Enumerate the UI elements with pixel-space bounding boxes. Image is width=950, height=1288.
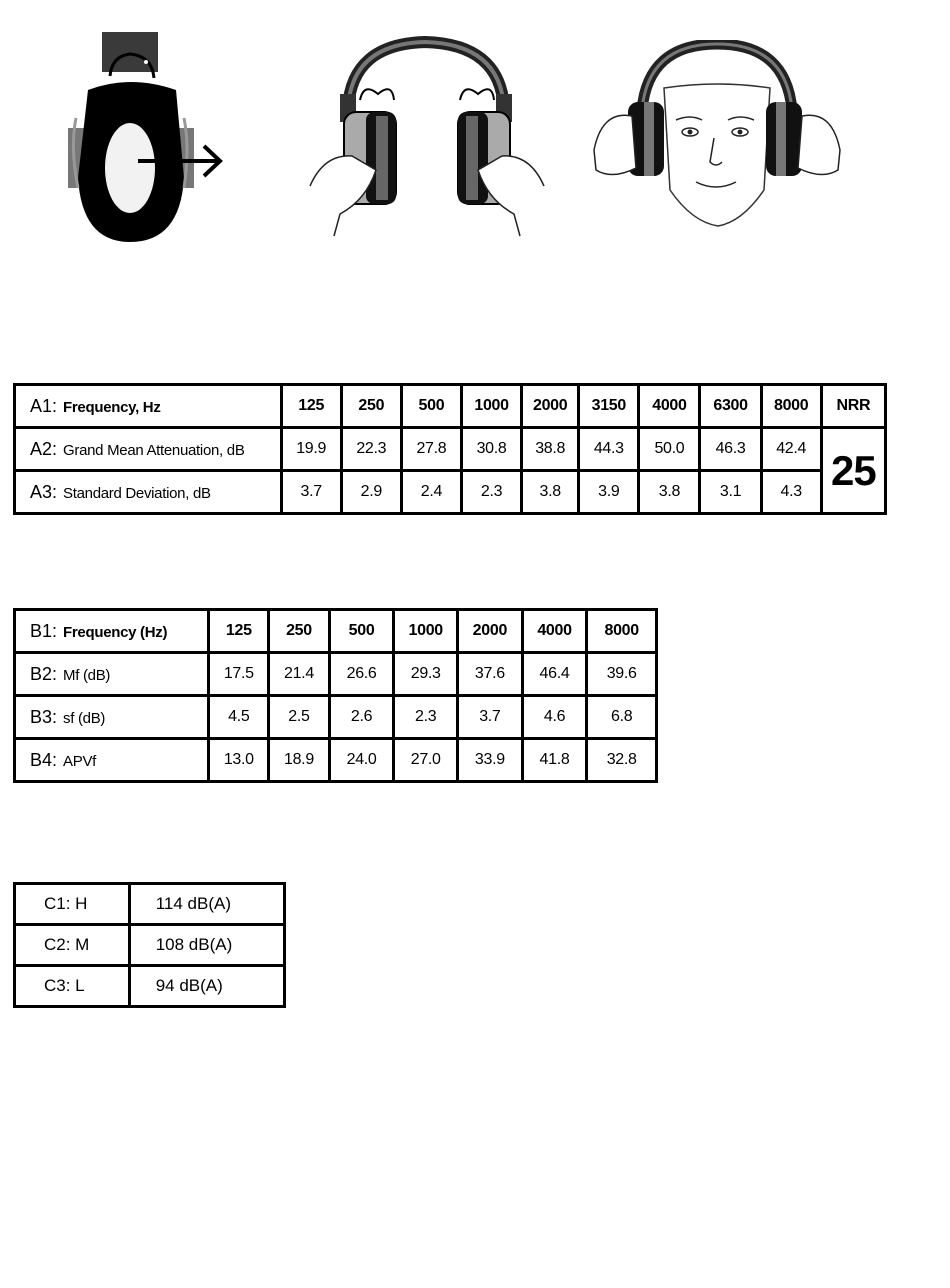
table-b-header-label-cell xyxy=(15,610,209,653)
hml-value-cell: 94 dB(A) xyxy=(129,966,284,1007)
table-a-row xyxy=(15,428,886,471)
row-code: A1: xyxy=(30,395,58,416)
value-cell: 27.0 xyxy=(394,739,458,782)
value-cell: 33.9 xyxy=(458,739,523,782)
hml-value-cell: 108 dB(A) xyxy=(129,925,284,966)
value-cell: 27.8 xyxy=(401,428,461,471)
nrr-value: 25 xyxy=(821,428,885,514)
row-label: Frequency (Hz) xyxy=(63,623,168,641)
frequency-header-cell: 2000 xyxy=(458,610,523,653)
value-cell: 30.8 xyxy=(461,428,521,471)
assumed-protection-table xyxy=(13,608,658,783)
frequency-header-cell: 8000 xyxy=(587,610,657,653)
table-b-row xyxy=(15,739,657,782)
value-cell: 39.6 xyxy=(587,653,657,696)
table-c-row xyxy=(15,884,285,925)
value-cell: 4.3 xyxy=(761,471,821,514)
attenuation-table xyxy=(13,383,887,515)
row-label-cell xyxy=(15,471,282,514)
row-label: Standard Deviation, dB xyxy=(63,484,211,502)
row-label-cell xyxy=(15,739,209,782)
value-cell: 2.3 xyxy=(461,471,521,514)
value-cell: 3.8 xyxy=(522,471,579,514)
value-cell: 46.3 xyxy=(700,428,761,471)
frequency-header-cell: 4000 xyxy=(639,385,700,428)
value-cell: 2.9 xyxy=(341,471,401,514)
value-cell: 3.8 xyxy=(639,471,700,514)
table-b-row xyxy=(15,653,657,696)
frequency-header-cell: 4000 xyxy=(522,610,587,653)
frequency-header-cell: 125 xyxy=(281,385,341,428)
value-cell: 2.3 xyxy=(394,696,458,739)
value-cell: 3.7 xyxy=(281,471,341,514)
value-cell: 41.8 xyxy=(522,739,587,782)
value-cell: 13.0 xyxy=(209,739,269,782)
value-cell: 26.6 xyxy=(329,653,394,696)
table-b-header-row xyxy=(15,610,657,653)
earcup-side-view-illustration xyxy=(60,28,235,248)
frequency-header-cell: 500 xyxy=(329,610,394,653)
row-code: A3: xyxy=(30,481,58,502)
value-cell: 21.4 xyxy=(269,653,330,696)
row-code: B1: xyxy=(30,620,58,641)
table-b-row xyxy=(15,696,657,739)
value-cell: 4.5 xyxy=(209,696,269,739)
value-cell: 42.4 xyxy=(761,428,821,471)
frequency-header-cell: 2000 xyxy=(522,385,579,428)
hml-value-cell: 114 dB(A) xyxy=(129,884,284,925)
row-code: B2: xyxy=(30,663,58,684)
table-a-header-label-cell xyxy=(15,385,282,428)
value-cell: 22.3 xyxy=(341,428,401,471)
hml-values-table xyxy=(13,882,286,1008)
frequency-header-cell: 250 xyxy=(269,610,330,653)
hml-label-cell: C2: M xyxy=(15,925,130,966)
value-cell: 32.8 xyxy=(587,739,657,782)
hml-label-cell: C1: H xyxy=(15,884,130,925)
frequency-header-cell: 8000 xyxy=(761,385,821,428)
value-cell: 3.1 xyxy=(700,471,761,514)
value-cell: 46.4 xyxy=(522,653,587,696)
row-label: sf (dB) xyxy=(63,709,106,727)
value-cell: 29.3 xyxy=(394,653,458,696)
row-label: Grand Mean Attenuation, dB xyxy=(63,441,245,459)
frequency-header-cell: 250 xyxy=(341,385,401,428)
frequency-header-cell: 3150 xyxy=(579,385,639,428)
value-cell: 50.0 xyxy=(639,428,700,471)
person-fitting-earmuffs-illustration xyxy=(592,40,842,230)
value-cell: 37.6 xyxy=(458,653,523,696)
value-cell: 2.6 xyxy=(329,696,394,739)
row-code: B4: xyxy=(30,749,58,770)
value-cell: 6.8 xyxy=(587,696,657,739)
frequency-header-cell: 125 xyxy=(209,610,269,653)
frequency-header-cell: 500 xyxy=(401,385,461,428)
value-cell: 4.6 xyxy=(522,696,587,739)
value-cell: 2.5 xyxy=(269,696,330,739)
value-cell: 44.3 xyxy=(579,428,639,471)
row-label: APVf xyxy=(63,752,97,770)
hands-opening-headband-illustration xyxy=(300,36,555,241)
value-cell: 17.5 xyxy=(209,653,269,696)
table-c-row xyxy=(15,966,285,1007)
table-c-row xyxy=(15,925,285,966)
row-label: Mf (dB) xyxy=(63,666,111,684)
table-a-header-row xyxy=(15,385,886,428)
value-cell: 19.9 xyxy=(281,428,341,471)
value-cell: 3.9 xyxy=(579,471,639,514)
value-cell: 24.0 xyxy=(329,739,394,782)
nrr-header-cell: NRR xyxy=(821,385,885,428)
row-label-cell xyxy=(15,696,209,739)
hml-label-cell: C3: L xyxy=(15,966,130,1007)
table-a-row xyxy=(15,471,886,514)
row-label: Frequency, Hz xyxy=(63,398,161,416)
row-label-cell xyxy=(15,653,209,696)
value-cell: 2.4 xyxy=(401,471,461,514)
value-cell: 38.8 xyxy=(522,428,579,471)
row-label-cell xyxy=(15,428,282,471)
row-code: B3: xyxy=(30,706,58,727)
frequency-header-cell: 1000 xyxy=(461,385,521,428)
value-cell: 3.7 xyxy=(458,696,523,739)
frequency-header-cell: 1000 xyxy=(394,610,458,653)
frequency-header-cell: 6300 xyxy=(700,385,761,428)
value-cell: 18.9 xyxy=(269,739,330,782)
row-code: A2: xyxy=(30,438,58,459)
